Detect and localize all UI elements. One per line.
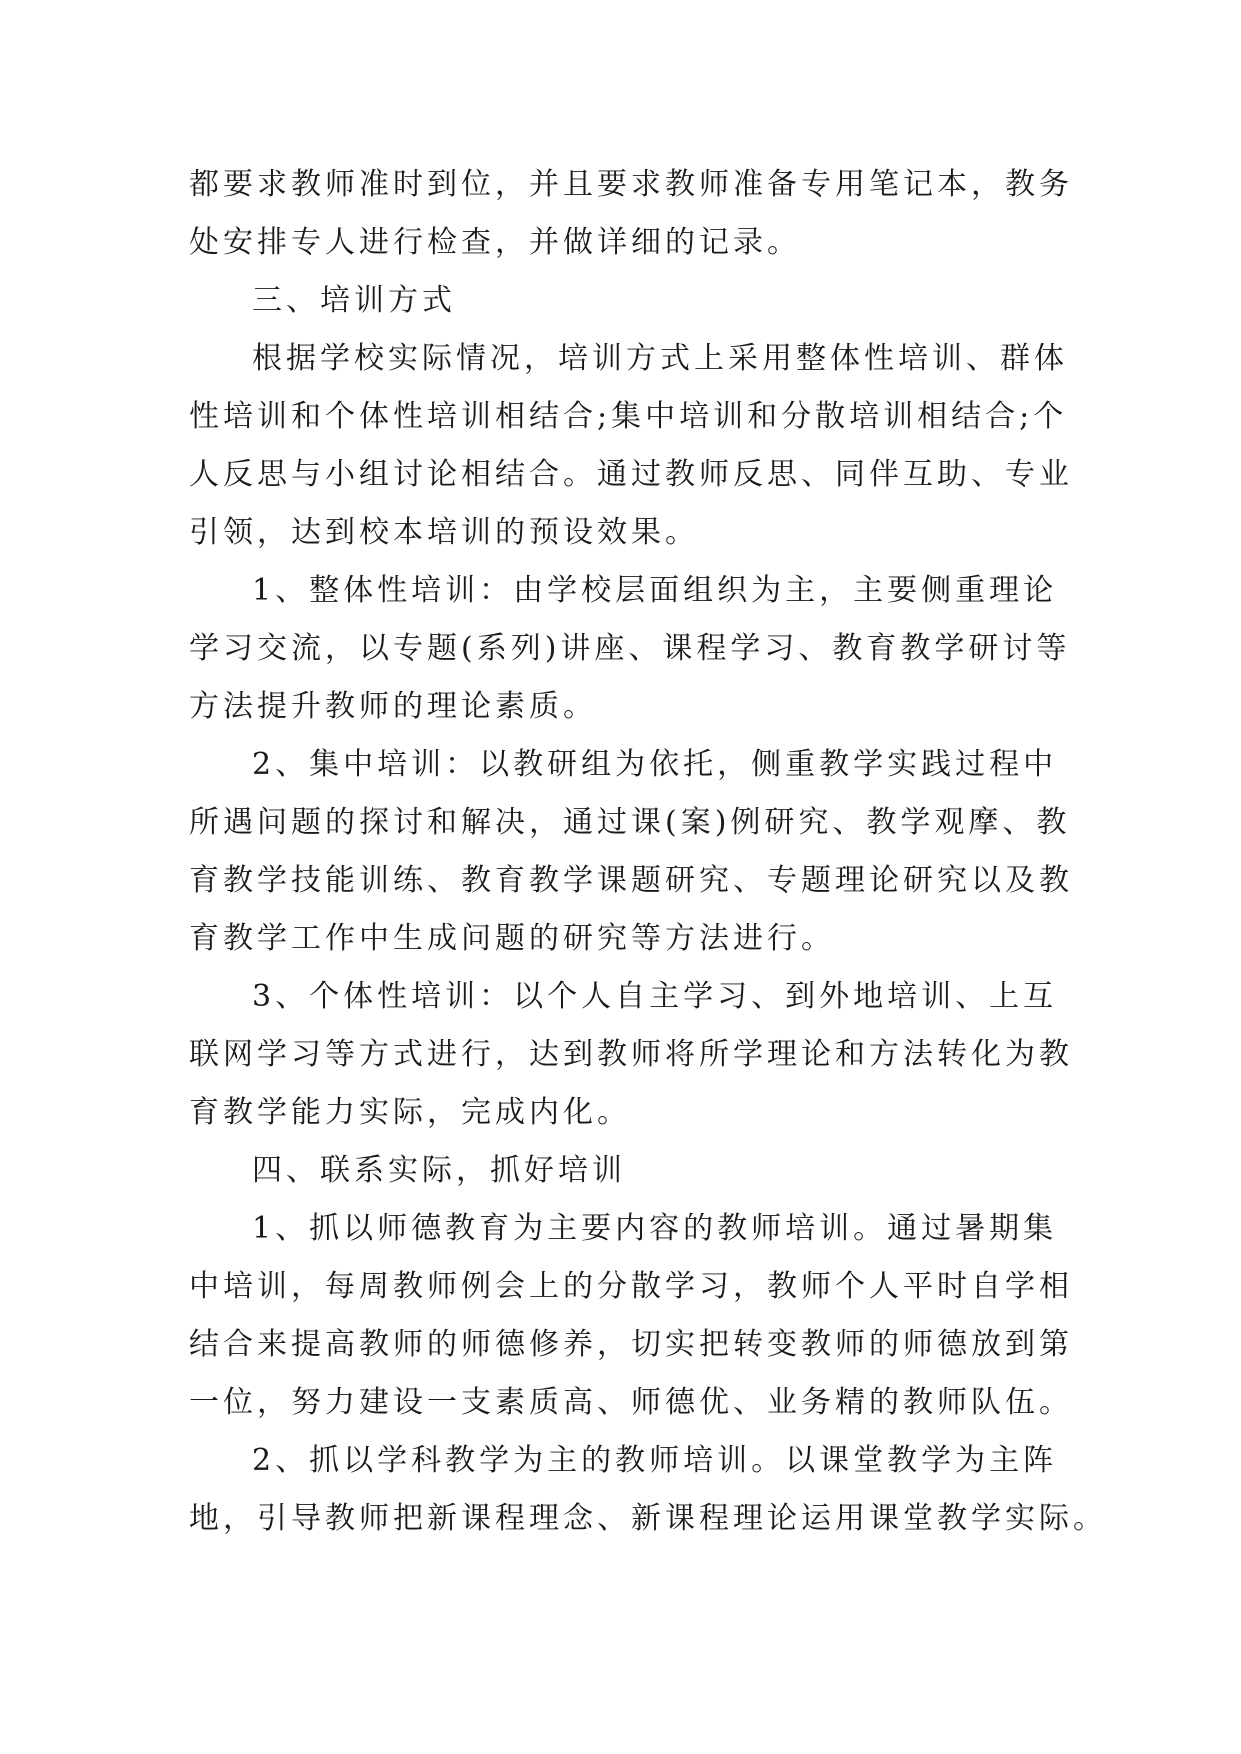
text-line: 一位，努力建设一支素质高、师德优、业务精的教师队伍。 <box>189 1385 1073 1420</box>
text-line: 联网学习等方式进行，达到教师将所学理论和方法转化为教 <box>189 1037 1073 1072</box>
text-line: 都要求教师准时到位，并且要求教师准备专用笔记本，教务 <box>189 167 1073 202</box>
text-line: 3、个体性培训：以个人自主学习、到外地培训、上互 <box>252 979 1058 1014</box>
text-line: 育教学能力实际，完成内化。 <box>189 1095 631 1130</box>
text-line: 性培训和个体性培训相结合;集中培训和分散培训相结合;个 <box>189 399 1068 434</box>
text-line: 地，引导教师把新课程理念、新课程理论运用课堂教学实际。 <box>189 1501 1107 1536</box>
text-line: 中培训，每周教师例会上的分散学习，教师个人平时自学相 <box>189 1269 1073 1304</box>
text-line: 人反思与小组讨论相结合。通过教师反思、同伴互助、专业 <box>189 457 1073 492</box>
text-line: 2、抓以学科教学为主的教师培训。以课堂教学为主阵 <box>252 1443 1058 1478</box>
text-line: 2、集中培训：以教研组为依托，侧重教学实践过程中 <box>252 747 1058 782</box>
text-line: 1、整体性培训：由学校层面组织为主，主要侧重理论 <box>252 573 1058 608</box>
text-line: 引领，达到校本培训的预设效果。 <box>189 515 699 550</box>
text-line: 方法提升教师的理论素质。 <box>189 689 597 724</box>
text-line: 育教学工作中生成问题的研究等方法进行。 <box>189 921 835 956</box>
text-line: 1、抓以师德教育为主要内容的教师培训。通过暑期集 <box>252 1211 1058 1246</box>
text-line: 育教学技能训练、教育教学课题研究、专题理论研究以及教 <box>189 863 1073 898</box>
section-heading: 三、培训方式 <box>252 283 456 318</box>
text-line: 处安排专人进行检查，并做详细的记录。 <box>189 225 801 260</box>
text-line: 学习交流，以专题(系列)讲座、课程学习、教育教学研讨等 <box>189 631 1071 666</box>
text-line: 结合来提高教师的师德修养，切实把转变教师的师德放到第 <box>189 1327 1073 1362</box>
section-heading: 四、联系实际，抓好培训 <box>252 1153 626 1188</box>
text-line: 根据学校实际情况，培训方式上采用整体性培训、群体 <box>252 341 1068 376</box>
text-line: 所遇问题的探讨和解决，通过课(案)例研究、教学观摩、教 <box>189 805 1071 840</box>
